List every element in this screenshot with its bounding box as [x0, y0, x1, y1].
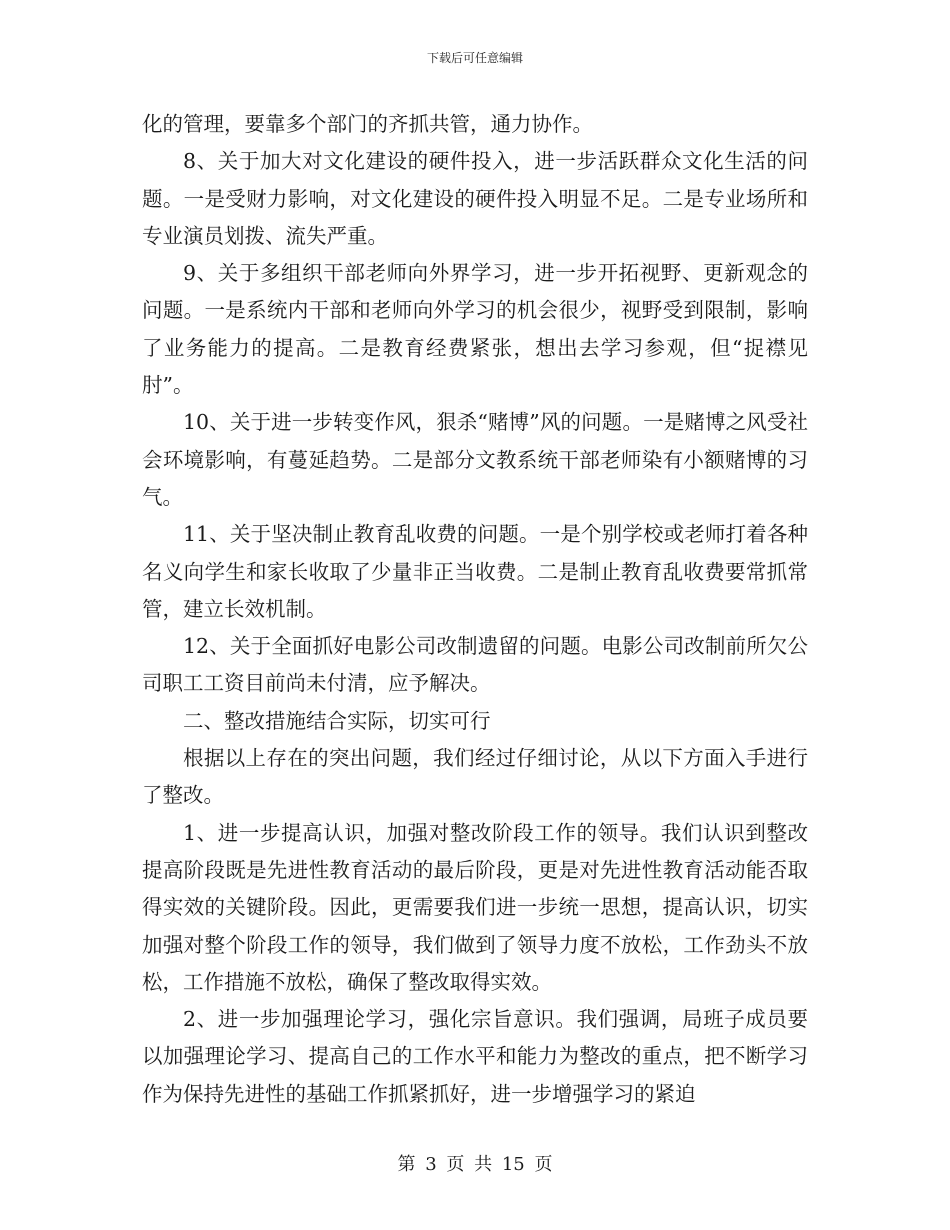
- paragraph-continuation: 化的管理，要靠多个部门的齐抓共管，通力协作。: [142, 112, 593, 136]
- paragraph-measure-2: 2、进一步加强理论学习，强化宗旨意识。我们强调，局班子成员要以加强理论学习、提高自己的工作水平和能力为整改的重点，把不断学习作为保持先进性的基础工作抓紧抓好，进一步增强学习的紧迫: [142, 1007, 808, 1106]
- page-footer: 第 3 页 共 15 页: [397, 1154, 553, 1175]
- paragraph-item-11: 11、关于坚决制止教育乱收费的问题。一是个别学校或老师打着各种名义向学生和家长收取了少量非正当收费。二是制止教育乱收费要常抓常管，建立长效机制。: [142, 522, 808, 621]
- paragraph-measure-1: 1、进一步提高认识，加强对整改阶段工作的领导。我们认识到整改提高阶段既是先进性教育活动的最后阶段，更是对先进性教育活动能否取得实效的关键阶段。因此，更需要我们进一步统一思想，提高认识，切实加强对整个阶段工作的领导，我们做到了领导力度不放松，工作劲头不放松，工作措施不放松，确保了整改取得实效。: [142, 820, 808, 994]
- paragraph-item-12: 12、关于全面抓好电影公司改制遗留的问题。电影公司改制前所欠公司职工工资目前尚未付清，应予解决。: [142, 634, 808, 696]
- paragraph-item-9: 9、关于多组织干部老师向外界学习，进一步开拓视野、更新观念的问题。一是系统内干部和老师向外学习的机会很少，视野受到限制，影响了业务能力的提高。二是教育经费紧张，想出去学习参观，但“捉襟见肘”。: [142, 261, 808, 398]
- page-header: 下载后可任意编辑: [426, 51, 523, 65]
- paragraph-item-8: 8、关于加大对文化建设的硬件投入，进一步活跃群众文化生活的问题。一是受财力影响，对文化建设的硬件投入明显不足。二是专业场所和专业演员划拨、流失严重。: [142, 149, 808, 248]
- section-heading: 二、整改措施结合实际，切实可行: [183, 708, 491, 733]
- paragraph-item-10: 10、关于进一步转变作风，狠杀“赌博”风的问题。一是赌博之风受社会环境影响，有蔓延趋势。二是部分文教系统干部老师染有小额赌博的习气。: [142, 410, 808, 509]
- document-body: [142, 106, 808, 1113]
- paragraph-intro: 根据以上存在的突出问题，我们经过仔细讨论，从以下方面入手进行了整改。: [142, 746, 808, 808]
